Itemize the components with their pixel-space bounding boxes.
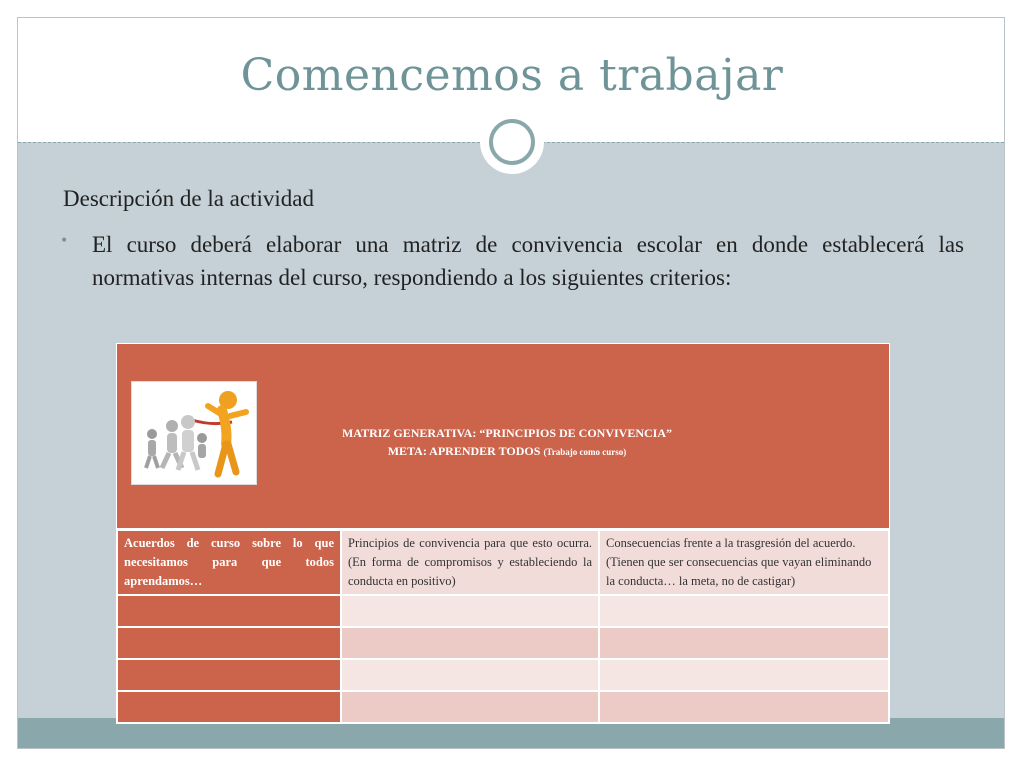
bullet-icon: •: [60, 233, 69, 249]
table-cell[interactable]: [117, 595, 341, 627]
activity-heading: Descripción de la actividad: [63, 186, 314, 211]
table-cell[interactable]: [599, 691, 889, 723]
table-cell[interactable]: [599, 627, 889, 659]
table-cell[interactable]: [341, 691, 599, 723]
matrix-note: (Trabajo como curso): [543, 447, 627, 457]
column-header-agreements: Acuerdos de curso sobre lo que necesitamos para que todos aprendamos…: [117, 530, 341, 595]
table-cell[interactable]: [117, 627, 341, 659]
table-row: [117, 691, 889, 723]
matrix-title-line1: MATRIZ GENERATIVA: “PRINCIPIOS DE CONVIVENCIA”: [341, 426, 673, 440]
table-cell[interactable]: [599, 595, 889, 627]
matrix-title-line2: [267, 442, 747, 461]
matrix-grid: [116, 529, 890, 724]
matrix-title: [267, 424, 747, 461]
column-header-principles: Principios de convivencia para que esto ocurra. (En forma de compromisos y estableciendo la conducta en positivo): [341, 530, 599, 595]
running-figures-image: [131, 381, 257, 485]
table-cell[interactable]: [341, 595, 599, 627]
matrix-goal: META: APRENDER TODOS: [387, 444, 541, 458]
column-header-consequences: Consecuencias frente a la trasgresión del acuerdo. (Tienen que ser consecuencias que vayan eliminando la conducta… la meta, no de castigar): [599, 530, 889, 595]
table-row: [117, 530, 889, 595]
table-row: [117, 627, 889, 659]
table-row: [117, 659, 889, 691]
matrix-table: [116, 343, 890, 751]
table-cell[interactable]: [117, 659, 341, 691]
table-cell[interactable]: [599, 659, 889, 691]
slide-title: Comencemos a trabajar: [240, 50, 784, 101]
table-row: [117, 595, 889, 627]
table-cell[interactable]: [341, 659, 599, 691]
circle-ring-icon: [489, 119, 535, 165]
bullet-text: El curso deberá elaborar una matriz de convivencia escolar en donde establecerá las normativas internas del curso, respondiendo a los siguientes criterios:: [92, 232, 964, 290]
running-figures-icon: [132, 382, 256, 484]
matrix-header: [116, 343, 890, 529]
table-cell[interactable]: [117, 691, 341, 723]
table-cell[interactable]: [341, 627, 599, 659]
